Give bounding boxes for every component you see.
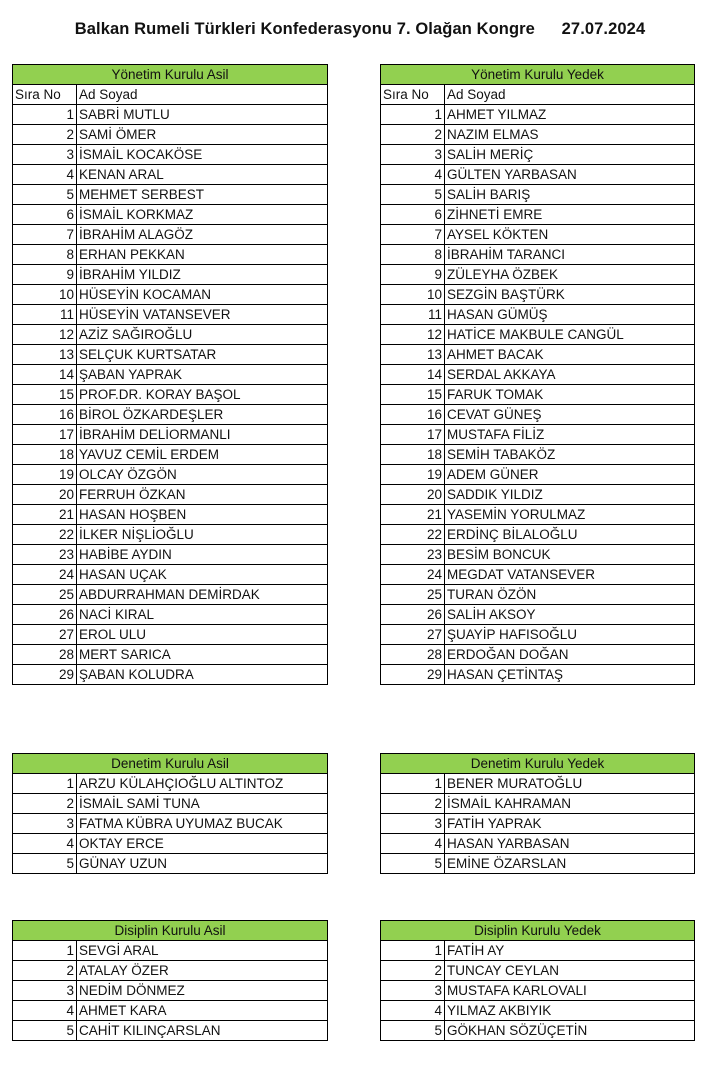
table-row <box>381 425 695 445</box>
table-row <box>381 185 695 205</box>
member-name: AHMET BACAK <box>445 345 695 365</box>
member-name: MEHMET SERBEST <box>77 185 328 205</box>
member-name: GÜNAY UZUN <box>77 854 328 874</box>
table-row <box>381 605 695 625</box>
member-name: MERT SARICA <box>77 645 328 665</box>
table-row <box>381 305 695 325</box>
table-row <box>381 265 695 285</box>
member-name: MUSTAFA FİLİZ <box>445 425 695 445</box>
row-number: 26 <box>381 605 445 625</box>
table-row <box>13 525 328 545</box>
table-row <box>13 545 328 565</box>
table-heading-row <box>13 65 328 85</box>
table-row <box>13 245 328 265</box>
member-name: HASAN GÜMÜŞ <box>445 305 695 325</box>
table-row <box>381 385 695 405</box>
row-number: 9 <box>13 265 77 285</box>
row-number: 19 <box>13 465 77 485</box>
member-name: ARZU KÜLAHÇIOĞLU ALTINTOZ <box>77 774 328 794</box>
table-row <box>13 814 328 834</box>
row-number: 7 <box>13 225 77 245</box>
table-row <box>13 285 328 305</box>
member-name: EROL ULU <box>77 625 328 645</box>
table-row <box>381 345 695 365</box>
denetim-yedek-table <box>380 753 695 874</box>
table-row <box>13 185 328 205</box>
row-number: 5 <box>381 185 445 205</box>
row-number: 17 <box>13 425 77 445</box>
table-heading: Yönetim Kurulu Asil <box>13 65 328 85</box>
member-name: ABDURRAHMAN DEMİRDAK <box>77 585 328 605</box>
table-row <box>381 525 695 545</box>
table-row <box>381 105 695 125</box>
row-number: 24 <box>381 565 445 585</box>
table-row <box>381 245 695 265</box>
table-row <box>13 445 328 465</box>
table-row <box>381 1001 695 1021</box>
table-row <box>381 794 695 814</box>
table-row <box>381 205 695 225</box>
table-row <box>381 1021 695 1041</box>
table-row <box>13 1021 328 1041</box>
row-number: 4 <box>381 834 445 854</box>
row-number: 19 <box>381 465 445 485</box>
row-number: 7 <box>381 225 445 245</box>
member-name: HATİCE MAKBULE CANGÜL <box>445 325 695 345</box>
row-number: 4 <box>13 1001 77 1021</box>
row-number: 16 <box>381 405 445 425</box>
member-name: GÜLTEN YARBASAN <box>445 165 695 185</box>
member-name: ERHAN PEKKAN <box>77 245 328 265</box>
row-number: 18 <box>13 445 77 465</box>
table-row <box>381 834 695 854</box>
member-name: SEMİH TABAKÖZ <box>445 445 695 465</box>
table-row <box>381 505 695 525</box>
table-row <box>381 814 695 834</box>
member-name: CAHİT KILINÇARSLAN <box>77 1021 328 1041</box>
column-header-name: Ad Soyad <box>77 85 328 105</box>
member-name: ŞABAN KOLUDRA <box>77 665 328 685</box>
table-row <box>13 345 328 365</box>
table-row <box>13 505 328 525</box>
table-row <box>13 585 328 605</box>
row-number: 8 <box>381 245 445 265</box>
column-header-row <box>13 85 328 105</box>
row-number: 10 <box>381 285 445 305</box>
row-number: 3 <box>381 981 445 1001</box>
row-number: 20 <box>381 485 445 505</box>
row-number: 2 <box>381 961 445 981</box>
row-number: 11 <box>13 305 77 325</box>
member-name: OKTAY ERCE <box>77 834 328 854</box>
member-name: SADDIK YILDIZ <box>445 485 695 505</box>
table-row <box>13 645 328 665</box>
table-row <box>13 325 328 345</box>
table-row <box>381 485 695 505</box>
member-name: AHMET YILMAZ <box>445 105 695 125</box>
row-number: 18 <box>381 445 445 465</box>
table-row <box>13 405 328 425</box>
member-name: İSMAİL KORKMAZ <box>77 205 328 225</box>
row-number: 8 <box>13 245 77 265</box>
table-row <box>381 645 695 665</box>
member-name: FERRUH ÖZKAN <box>77 485 328 505</box>
table-heading: Denetim Kurulu Asil <box>13 754 328 774</box>
column-header-row <box>381 85 695 105</box>
table-heading: Denetim Kurulu Yedek <box>381 754 695 774</box>
table-row <box>381 285 695 305</box>
table-row <box>13 1001 328 1021</box>
row-number: 29 <box>381 665 445 685</box>
table-row <box>13 665 328 685</box>
member-name: ATALAY ÖZER <box>77 961 328 981</box>
table-row <box>13 105 328 125</box>
member-name: SAMİ ÖMER <box>77 125 328 145</box>
table-row <box>13 385 328 405</box>
page-title-date: 27.07.2024 <box>561 20 646 38</box>
row-number: 3 <box>13 981 77 1001</box>
table-row <box>381 774 695 794</box>
table-row <box>381 981 695 1001</box>
row-number: 14 <box>381 365 445 385</box>
table-row <box>381 585 695 605</box>
member-name: KENAN ARAL <box>77 165 328 185</box>
disiplin-asil-table <box>12 920 328 1041</box>
row-number: 2 <box>13 961 77 981</box>
table-row <box>13 425 328 445</box>
member-name: İBRAHİM DELİORMANLI <box>77 425 328 445</box>
row-number: 3 <box>381 145 445 165</box>
row-number: 10 <box>13 285 77 305</box>
row-number: 27 <box>13 625 77 645</box>
row-number: 27 <box>381 625 445 645</box>
member-name: SEZGİN BAŞTÜRK <box>445 285 695 305</box>
table-row <box>381 405 695 425</box>
row-number: 5 <box>13 854 77 874</box>
row-number: 9 <box>381 265 445 285</box>
table-row <box>381 125 695 145</box>
member-name: TUNCAY CEYLAN <box>445 961 695 981</box>
row-number: 6 <box>13 205 77 225</box>
member-name: HASAN UÇAK <box>77 565 328 585</box>
table-row <box>381 465 695 485</box>
row-number: 13 <box>13 345 77 365</box>
member-name: İBRAHİM TARANCI <box>445 245 695 265</box>
row-number: 3 <box>13 814 77 834</box>
table-row <box>381 854 695 874</box>
member-name: YAVUZ CEMİL ERDEM <box>77 445 328 465</box>
row-number: 12 <box>13 325 77 345</box>
row-number: 2 <box>13 794 77 814</box>
table-row <box>381 165 695 185</box>
member-name: ZİHNETİ EMRE <box>445 205 695 225</box>
table-row <box>381 625 695 645</box>
table-row <box>13 981 328 1001</box>
row-number: 20 <box>13 485 77 505</box>
table-row <box>381 545 695 565</box>
row-number: 12 <box>381 325 445 345</box>
page-title <box>0 20 720 39</box>
table-row <box>13 305 328 325</box>
member-name: ŞABAN YAPRAK <box>77 365 328 385</box>
member-name: NEDİM DÖNMEZ <box>77 981 328 1001</box>
row-number: 1 <box>13 941 77 961</box>
member-name: AZİZ SAĞIROĞLU <box>77 325 328 345</box>
member-name: CEVAT GÜNEŞ <box>445 405 695 425</box>
member-name: MUSTAFA KARLOVALI <box>445 981 695 1001</box>
member-name: SERDAL AKKAYA <box>445 365 695 385</box>
member-name: BESİM BONCUK <box>445 545 695 565</box>
row-number: 25 <box>13 585 77 605</box>
table-row <box>13 794 328 814</box>
table-row <box>13 625 328 645</box>
member-name: MEGDAT VATANSEVER <box>445 565 695 585</box>
table-row <box>13 465 328 485</box>
member-name: HASAN ÇETİNTAŞ <box>445 665 695 685</box>
table-row <box>13 485 328 505</box>
row-number: 13 <box>381 345 445 365</box>
row-number: 29 <box>13 665 77 685</box>
table-row <box>13 941 328 961</box>
row-number: 1 <box>381 941 445 961</box>
table-row <box>381 365 695 385</box>
member-name: İSMAİL KAHRAMAN <box>445 794 695 814</box>
row-number: 5 <box>381 1021 445 1041</box>
member-name: BİROL ÖZKARDEŞLER <box>77 405 328 425</box>
member-name: HABİBE AYDIN <box>77 545 328 565</box>
member-name: AHMET KARA <box>77 1001 328 1021</box>
yonetim-yedek-table <box>380 64 695 685</box>
member-name: BENER MURATOĞLU <box>445 774 695 794</box>
member-name: İSMAİL KOCAKÖSE <box>77 145 328 165</box>
table-row <box>13 205 328 225</box>
table-row <box>381 565 695 585</box>
table-heading: Yönetim Kurulu Yedek <box>381 65 695 85</box>
row-number: 4 <box>381 1001 445 1021</box>
row-number: 4 <box>13 165 77 185</box>
row-number: 4 <box>13 834 77 854</box>
member-name: İLKER NİŞLİOĞLU <box>77 525 328 545</box>
row-number: 25 <box>381 585 445 605</box>
row-number: 5 <box>13 1021 77 1041</box>
table-heading-row <box>381 65 695 85</box>
row-number: 28 <box>381 645 445 665</box>
row-number: 21 <box>381 505 445 525</box>
table-row <box>13 145 328 165</box>
row-number: 2 <box>381 125 445 145</box>
member-name: İBRAHİM YILDIZ <box>77 265 328 285</box>
member-name: HASAN YARBASAN <box>445 834 695 854</box>
member-name: HÜSEYİN KOCAMAN <box>77 285 328 305</box>
member-name: SALİH BARIŞ <box>445 185 695 205</box>
row-number: 28 <box>13 645 77 665</box>
row-number: 16 <box>13 405 77 425</box>
row-number: 24 <box>13 565 77 585</box>
row-number: 11 <box>381 305 445 325</box>
member-name: FATİH AY <box>445 941 695 961</box>
table-heading-row <box>13 754 328 774</box>
table-row <box>13 834 328 854</box>
row-number: 22 <box>381 525 445 545</box>
row-number: 15 <box>13 385 77 405</box>
member-name: EMİNE ÖZARSLAN <box>445 854 695 874</box>
row-number: 4 <box>381 165 445 185</box>
table-row <box>381 325 695 345</box>
member-name: ZÜLEYHA ÖZBEK <box>445 265 695 285</box>
table-heading: Disiplin Kurulu Asil <box>13 921 328 941</box>
member-name: SELÇUK KURTSATAR <box>77 345 328 365</box>
member-name: İSMAİL SAMİ TUNA <box>77 794 328 814</box>
column-header-number: Sıra No <box>13 85 77 105</box>
row-number: 21 <box>13 505 77 525</box>
table-row <box>13 225 328 245</box>
row-number: 6 <box>381 205 445 225</box>
member-name: HÜSEYİN VATANSEVER <box>77 305 328 325</box>
member-name: FATMA KÜBRA UYUMAZ BUCAK <box>77 814 328 834</box>
member-name: SEVGİ ARAL <box>77 941 328 961</box>
table-row <box>13 774 328 794</box>
member-name: HASAN HOŞBEN <box>77 505 328 525</box>
member-name: AYSEL KÖKTEN <box>445 225 695 245</box>
row-number: 5 <box>13 185 77 205</box>
row-number: 23 <box>13 545 77 565</box>
table-row <box>381 941 695 961</box>
row-number: 1 <box>13 774 77 794</box>
row-number: 2 <box>13 125 77 145</box>
disiplin-yedek-table <box>380 920 695 1041</box>
table-row <box>13 165 328 185</box>
row-number: 5 <box>381 854 445 874</box>
member-name: FATİH YAPRAK <box>445 814 695 834</box>
row-number: 17 <box>381 425 445 445</box>
member-name: SALİH MERİÇ <box>445 145 695 165</box>
table-row <box>13 365 328 385</box>
table-row <box>13 605 328 625</box>
member-name: ADEM GÜNER <box>445 465 695 485</box>
table-heading-row <box>381 921 695 941</box>
row-number: 3 <box>381 814 445 834</box>
table-row <box>13 961 328 981</box>
member-name: YASEMİN YORULMAZ <box>445 505 695 525</box>
table-row <box>381 145 695 165</box>
member-name: OLCAY ÖZGÖN <box>77 465 328 485</box>
row-number: 2 <box>381 794 445 814</box>
table-row <box>381 445 695 465</box>
member-name: SALİH AKSOY <box>445 605 695 625</box>
row-number: 1 <box>381 105 445 125</box>
row-number: 1 <box>13 105 77 125</box>
table-row <box>13 565 328 585</box>
table-row <box>381 665 695 685</box>
member-name: İBRAHİM ALAGÖZ <box>77 225 328 245</box>
member-name: ERDİNÇ BİLALOĞLU <box>445 525 695 545</box>
table-heading-row <box>381 754 695 774</box>
table-heading: Disiplin Kurulu Yedek <box>381 921 695 941</box>
page-title-text: Balkan Rumeli Türkleri Konfederasyonu 7. Olağan Kongre <box>74 20 535 38</box>
member-name: YILMAZ AKBIYIK <box>445 1001 695 1021</box>
denetim-asil-table <box>12 753 328 874</box>
member-name: TURAN ÖZÖN <box>445 585 695 605</box>
member-name: ERDOĞAN DOĞAN <box>445 645 695 665</box>
member-name: NAZIM ELMAS <box>445 125 695 145</box>
member-name: NACİ KIRAL <box>77 605 328 625</box>
table-row <box>13 854 328 874</box>
column-header-name: Ad Soyad <box>445 85 695 105</box>
member-name: FARUK TOMAK <box>445 385 695 405</box>
row-number: 26 <box>13 605 77 625</box>
member-name: GÖKHAN SÖZÜÇETİN <box>445 1021 695 1041</box>
table-row <box>13 265 328 285</box>
row-number: 22 <box>13 525 77 545</box>
table-row <box>13 125 328 145</box>
column-header-number: Sıra No <box>381 85 445 105</box>
member-name: ŞUAYİP HAFISOĞLU <box>445 625 695 645</box>
table-row <box>381 961 695 981</box>
row-number: 3 <box>13 145 77 165</box>
yonetim-asil-table <box>12 64 328 685</box>
table-heading-row <box>13 921 328 941</box>
row-number: 1 <box>381 774 445 794</box>
row-number: 14 <box>13 365 77 385</box>
member-name: PROF.DR. KORAY BAŞOL <box>77 385 328 405</box>
row-number: 23 <box>381 545 445 565</box>
row-number: 15 <box>381 385 445 405</box>
member-name: SABRİ MUTLU <box>77 105 328 125</box>
table-row <box>381 225 695 245</box>
